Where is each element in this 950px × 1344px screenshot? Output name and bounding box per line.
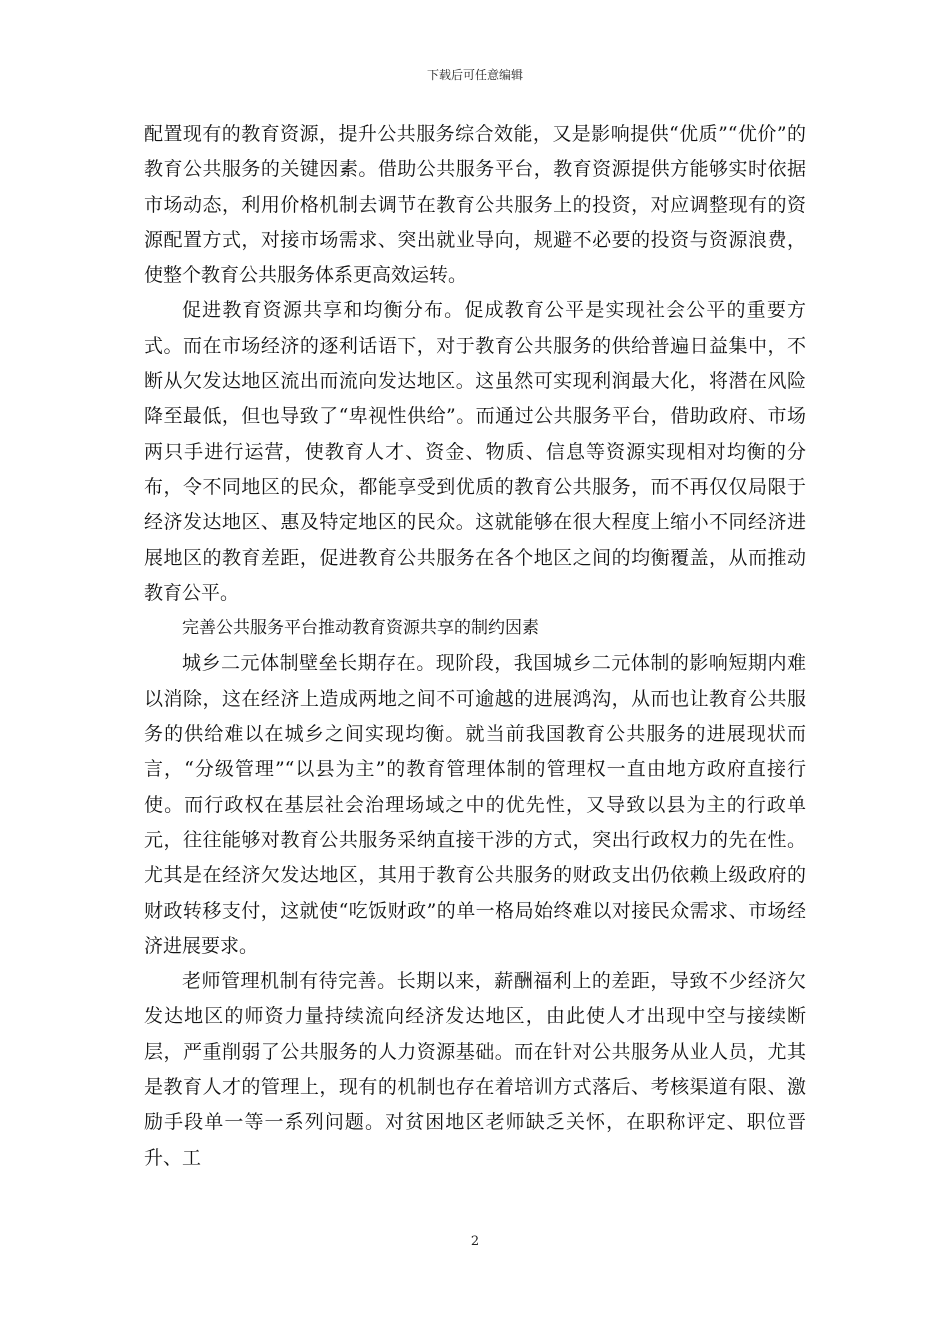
section-heading: 完善公共服务平台推动教育资源共享的制约因素 — [182, 618, 539, 639]
document-body — [144, 117, 806, 1176]
paragraph-resource-allocation: 配置现有的教育资源，提升公共服务综合效能，又是影响提供“优质”“优价”的教育公共服务的关键因素。借助公共服务平台，教育资源提供方能够实时依据市场动态，利用价格机制去调节在教育公共服务上的投资，对应调整现有的资源配置方式，对接市场需求、突出就业导向，规避不必要的投资与资源浪费，使整个教育公共服务体系更高效运转。 — [144, 123, 806, 287]
paragraph-resource-sharing: 促进教育资源共享和均衡分布。促成教育公平是实现社会公平的重要方式。而在市场经济的逐利话语下，对于教育公共服务的供给普遍日益集中，不断从欠发达地区流出而流向发达地区。这虽然可实现利润最大化，将潜在风险降至最低，但也导致了“卑视性供给”。而通过公共服务平台，借助政府、市场两只手进行运营，使教育人才、资金、物质、信息等资源实现相对均衡的分布，令不同地区的民众，都能享受到优质的教育公共服务，而不再仅仅局限于经济发达地区、惠及特定地区的民众。这就能够在很大程度上缩小不同经济进展地区的教育差距，促进教育公共服务在各个地区之间的均衡覆盖，从而推动教育公平。 — [144, 299, 806, 604]
page-header: 下载后可任意编辑 — [426, 68, 523, 82]
paragraph-teacher-management: 老师管理机制有待完善。长期以来，薪酬福利上的差距，导致不少经济欠发达地区的师资力量持续流向经济发达地区，由此使人才出现中空与接续断层，严重削弱了公共服务的人力资源基础。而在针对公共服务从业人员，尤其是教育人才的管理上，现有的机制也存在着培训方式落后、考核渠道有限、激励手段单一等一系列问题。对贫困地区老师缺乏关怀，在职称评定、职位晋升、工 — [144, 970, 806, 1169]
page-number: 2 — [470, 1234, 480, 1249]
paragraph-urban-rural-barrier: 城乡二元体制壁垒长期存在。现阶段，我国城乡二元体制的影响短期内难以消除，这在经济上造成两地之间不可逾越的进展鸿沟，从而也让教育公共服务的供给难以在城乡之间实现均衡。就当前我国教育公共服务的进展现状而言，“分级管理”“以县为主”的教育管理体制的管理权一直由地方政府直接行使。而行政权在基层社会治理场域之中的优先性，又导致以县为主的行政单元，往往能够对教育公共服务采纳直接干涉的方式，突出行政权力的先在性。尤其是在经济欠发达地区，其用于教育公共服务的财政支出仍依赖上级政府的财政转移支付，这就使“吃饭财政”的单一格局始终难以对接民众需求、市场经济进展要求。 — [144, 652, 806, 957]
